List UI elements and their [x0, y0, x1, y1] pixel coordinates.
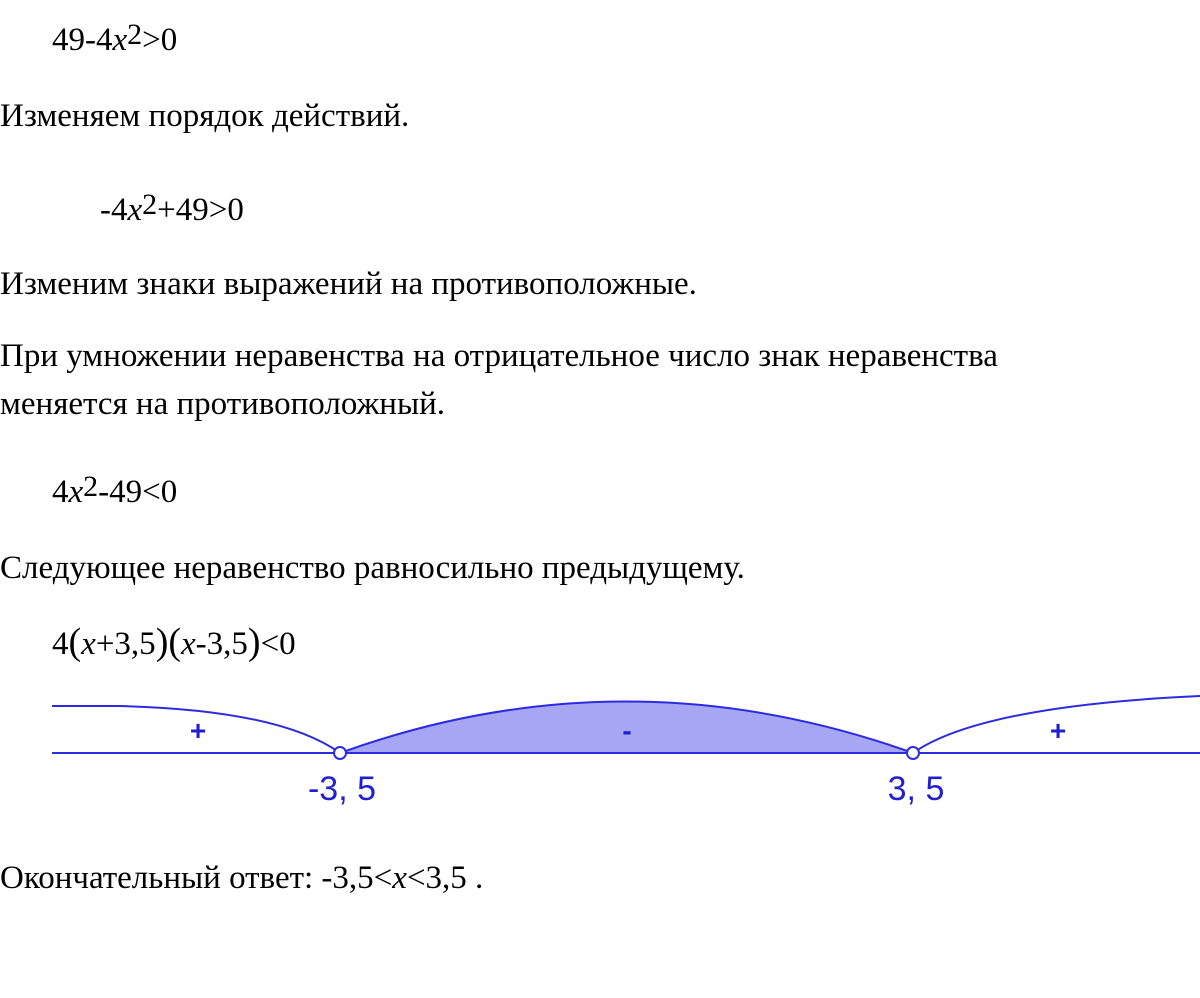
sign-label-left: + [189, 715, 207, 746]
formula-part: -49<0 [98, 474, 178, 510]
formula-part: 4 [52, 626, 69, 662]
formula-paren: ( [68, 621, 82, 663]
interval-number-line [0, 680, 1200, 820]
sign-label-middle: - [622, 715, 632, 746]
formula-variable: x [81, 626, 96, 662]
point-label-right: 3, 5 [887, 770, 945, 808]
formula-exponent: 2 [142, 188, 158, 221]
formula-part: +3,5 [95, 626, 156, 662]
formula-part: 4 [52, 474, 69, 510]
open-point-right [907, 747, 919, 759]
sign-label-right: + [1049, 715, 1067, 746]
step-text-equivalent: Следующее неравенство равносильно предыдущему. [0, 550, 745, 586]
final-answer-rest: <3,5 . [406, 860, 484, 896]
final-answer-label: Окончательный ответ: -3,5< [0, 860, 393, 896]
formula-part: -3,5 [195, 626, 248, 662]
formula-paren: ( [168, 621, 181, 663]
final-answer-variable: x [392, 860, 407, 896]
step-text-change-signs: Изменим знаки выражений на противоположные. [0, 266, 697, 302]
step-text-multiply-rule-2: меняется на противоположный. [0, 386, 446, 422]
step-text-reorder: Изменяем порядок действий. [0, 98, 410, 134]
formula-factored [52, 622, 296, 664]
formula-part: >0 [142, 22, 178, 58]
formula-paren: ) [155, 621, 169, 663]
step-text-multiply-rule-1: При умножении неравенства на отрицательное число знак неравенства [0, 338, 998, 374]
formula-part: <0 [260, 626, 296, 662]
formula-exponent: 2 [127, 18, 143, 51]
point-label-left: -3, 5 [307, 770, 377, 808]
formula-variable: x [112, 22, 128, 58]
formula-variable: x [127, 192, 143, 228]
formula-initial [52, 20, 177, 60]
formula-part: 49-4 [52, 22, 113, 58]
formula-paren: ) [247, 621, 261, 663]
formula-part: +49>0 [157, 192, 244, 228]
formula-variable: x [181, 626, 196, 662]
formula-exponent: 2 [83, 470, 99, 503]
open-point-left [334, 747, 346, 759]
formula-sign-changed [52, 472, 177, 512]
formula-part: -4 [100, 192, 128, 228]
formula-variable: x [68, 474, 84, 510]
final-answer [0, 858, 483, 898]
formula-reordered [100, 190, 244, 230]
